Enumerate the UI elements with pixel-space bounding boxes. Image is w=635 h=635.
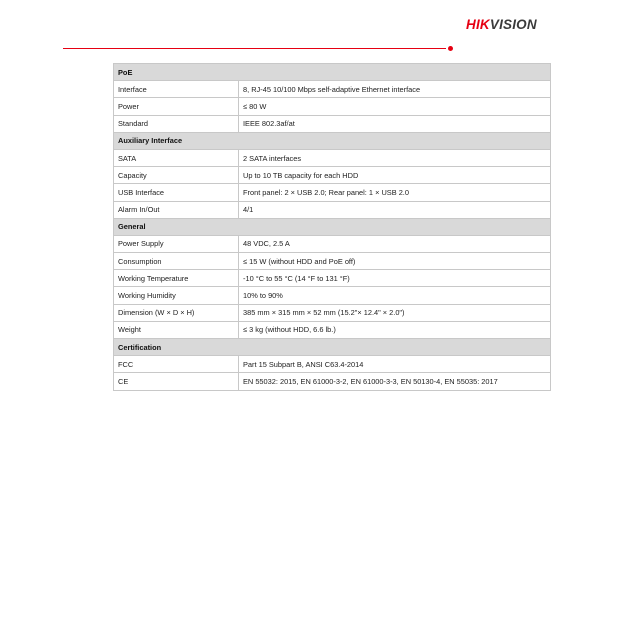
row-value: ≤ 15 W (without HDD and PoE off) [239, 253, 551, 270]
table-row [114, 321, 551, 338]
table-row [114, 235, 551, 252]
section-header-general [114, 218, 551, 235]
table-row [114, 287, 551, 304]
table-row [114, 149, 551, 166]
row-label: Power [114, 98, 239, 115]
row-value: 10% to 90% [239, 287, 551, 304]
logo-part-red: HIK [466, 17, 490, 32]
table-row [114, 201, 551, 218]
row-value: EN 55032: 2015, EN 61000-3-2, EN 61000-3-3, EN 50130-4, EN 55035: 2017 [239, 373, 551, 390]
section-title: Certification [114, 339, 551, 356]
section-header-auxiliary [114, 132, 551, 149]
hikvision-logo [466, 17, 537, 33]
table-row [114, 81, 551, 98]
row-value: Up to 10 TB capacity for each HDD [239, 167, 551, 184]
row-value: 48 VDC, 2.5 A [239, 235, 551, 252]
row-label: Consumption [114, 253, 239, 270]
section-title: General [114, 218, 551, 235]
row-label: Weight [114, 321, 239, 338]
section-header-certification [114, 339, 551, 356]
row-label: Dimension (W × D × H) [114, 304, 239, 321]
row-value: IEEE 802.3af/at [239, 115, 551, 132]
logo-part-dark: VISION [489, 17, 537, 32]
row-value: 385 mm × 315 mm × 52 mm (15.2"× 12.4" × 2.0") [239, 304, 551, 321]
row-value: Part 15 Subpart B, ANSI C63.4-2014 [239, 356, 551, 373]
table-row [114, 356, 551, 373]
table-row [114, 98, 551, 115]
row-label: Standard [114, 115, 239, 132]
row-label: Interface [114, 81, 239, 98]
row-label: FCC [114, 356, 239, 373]
row-label: Capacity [114, 167, 239, 184]
row-label: Alarm In/Out [114, 201, 239, 218]
row-value: -10 °C to 55 °C (14 °F to 131 °F) [239, 270, 551, 287]
section-title: PoE [114, 64, 551, 81]
header-divider [63, 48, 446, 49]
row-value: ≤ 80 W [239, 98, 551, 115]
table-row [114, 373, 551, 390]
table-row [114, 304, 551, 321]
row-value: Front panel: 2 × USB 2.0; Rear panel: 1 × USB 2.0 [239, 184, 551, 201]
row-label: Working Temperature [114, 270, 239, 287]
row-label: Power Supply [114, 235, 239, 252]
spec-table [113, 63, 551, 391]
row-value: 4/1 [239, 201, 551, 218]
row-label: Working Humidity [114, 287, 239, 304]
row-label: SATA [114, 149, 239, 166]
table-row [114, 167, 551, 184]
table-row [114, 184, 551, 201]
section-title: Auxiliary Interface [114, 132, 551, 149]
table-row [114, 115, 551, 132]
table-row [114, 253, 551, 270]
row-label: USB Interface [114, 184, 239, 201]
row-value: ≤ 3 kg (without HDD, 6.6 lb.) [239, 321, 551, 338]
table-row [114, 270, 551, 287]
row-label: CE [114, 373, 239, 390]
row-value: 8, RJ-45 10/100 Mbps self-adaptive Ethernet interface [239, 81, 551, 98]
section-header-poe [114, 64, 551, 81]
header-divider-dot [448, 46, 453, 51]
row-value: 2 SATA interfaces [239, 149, 551, 166]
